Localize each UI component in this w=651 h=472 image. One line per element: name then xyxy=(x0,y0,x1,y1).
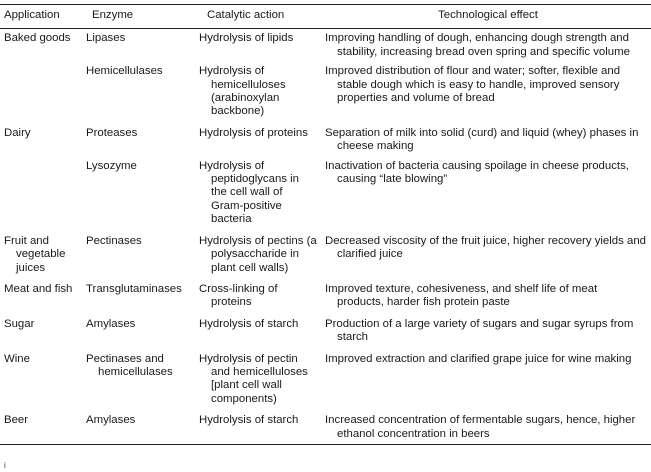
cell-application xyxy=(0,122,82,157)
cell-technological-effect xyxy=(321,29,651,62)
cell-catalytic-action xyxy=(195,29,321,62)
cell-catalytic-action xyxy=(195,157,321,230)
cell-technological-effect xyxy=(321,278,651,313)
table-row xyxy=(0,278,651,313)
cell-enzyme-text: Pectinases xyxy=(86,234,142,247)
table-row xyxy=(0,409,651,444)
table-row xyxy=(0,313,651,348)
cell-enzyme xyxy=(82,409,195,444)
cell-enzyme-text: Pectinases and hemicellulases xyxy=(86,352,173,378)
enzyme-applications-table xyxy=(0,4,651,445)
cell-enzyme-text: Hemicellulases xyxy=(86,65,163,78)
cell-catalytic-action xyxy=(195,62,321,122)
cell-catalytic-action xyxy=(195,348,321,410)
cell-enzyme-text: Lysozyme xyxy=(86,159,137,172)
cell-technological-effect-text: Inactivation of bacteria causing spoilage in cheese products, causing “late blowing” xyxy=(325,159,629,186)
cell-catalytic-action xyxy=(195,230,321,278)
cell-application-text: Sugar xyxy=(4,317,35,330)
cell-enzyme-text: Proteases xyxy=(86,126,138,139)
header-row xyxy=(0,5,651,29)
cell-enzyme xyxy=(82,278,195,313)
header-technological-effect: Technological effect xyxy=(438,9,538,21)
table-row xyxy=(0,122,651,157)
footnote-marker: i xyxy=(4,461,6,470)
cell-enzyme-text: Amylases xyxy=(86,414,136,427)
cell-enzyme-text: Transglutaminases xyxy=(86,282,182,295)
table-row xyxy=(0,29,651,62)
cell-catalytic-action-text: Hydrolysis of lipids xyxy=(199,32,294,45)
cell-catalytic-action-text: Hydrolysis of starch xyxy=(199,414,299,427)
cell-technological-effect xyxy=(321,230,651,278)
cell-enzyme xyxy=(82,313,195,348)
cell-application-text: Dairy xyxy=(4,126,31,139)
cell-catalytic-action-text: Hydrolysis of proteins xyxy=(199,126,308,139)
cell-technological-effect-text: Separation of milk into solid (curd) and liquid (whey) phases in cheese making xyxy=(325,126,639,153)
cell-catalytic-action xyxy=(195,409,321,444)
cell-application xyxy=(0,157,82,230)
cell-technological-effect-text: Improved distribution of flour and water; softer, flexible and stable dough which is easy to handle, improved sensory properties and volume of bread xyxy=(325,65,621,105)
table-row xyxy=(0,230,651,278)
cell-enzyme xyxy=(82,62,195,122)
cell-technological-effect-text: Improving handling of dough, enhancing dough strength and stability, increasing bread oven spring and specific volume xyxy=(325,32,630,58)
cell-technological-effect xyxy=(321,348,651,410)
cell-catalytic-action xyxy=(195,313,321,348)
cell-technological-effect xyxy=(321,313,651,348)
cell-technological-effect-text: Production of a large variety of sugars and sugar syrups from starch xyxy=(325,317,634,344)
cell-application-text: Meat and fish xyxy=(4,282,73,295)
cell-technological-effect-text: Improved texture, cohesiveness, and shelf life of meat products, harder fish protein paste xyxy=(325,282,598,309)
table-body xyxy=(0,29,651,445)
cell-technological-effect xyxy=(321,62,651,122)
cell-application xyxy=(0,230,82,278)
cell-application xyxy=(0,409,82,444)
cell-technological-effect xyxy=(321,122,651,157)
cell-catalytic-action-text: Hydrolysis of peptidoglycans in the cell wall of Gram-positive bacteria xyxy=(199,159,300,226)
cell-catalytic-action-text: Cross-linking of proteins xyxy=(199,282,278,309)
cell-enzyme-text: Amylases xyxy=(86,317,136,330)
cell-enzyme xyxy=(82,157,195,230)
header-catalytic-action: Catalytic action xyxy=(207,9,285,21)
cell-technological-effect xyxy=(321,157,651,230)
table-row xyxy=(0,62,651,122)
cell-catalytic-action-text: Hydrolysis of pectin and hemicelluloses [plant cell wall components) xyxy=(199,352,308,405)
header-application: Application xyxy=(4,9,60,21)
cell-catalytic-action xyxy=(195,278,321,313)
cell-enzyme xyxy=(82,348,195,410)
cell-application xyxy=(0,348,82,410)
cell-application-text: Baked goods xyxy=(4,32,71,45)
cell-catalytic-action xyxy=(195,122,321,157)
cell-enzyme xyxy=(82,230,195,278)
cell-technological-effect-text: Decreased viscosity of the fruit juice, higher recovery yields and clarified juice xyxy=(325,234,646,261)
cell-enzyme-text: Lipases xyxy=(86,32,126,45)
cell-application xyxy=(0,29,82,62)
cell-application xyxy=(0,278,82,313)
cell-application-text: Wine xyxy=(4,352,30,365)
cell-catalytic-action-text: Hydrolysis of starch xyxy=(199,317,299,330)
cell-enzyme xyxy=(82,29,195,62)
cell-enzyme xyxy=(82,122,195,157)
cell-technological-effect xyxy=(321,409,651,444)
cell-application-text: Beer xyxy=(4,414,29,427)
table-header xyxy=(0,5,651,29)
cell-technological-effect-text: Increased concentration of fermentable sugars, hence, higher ethanol concentration in beers xyxy=(325,414,636,440)
cell-catalytic-action-text: Hydrolysis of hemicelluloses (arabinoxylan backbone) xyxy=(199,65,286,118)
table-row xyxy=(0,348,651,410)
cell-technological-effect-text: Improved extraction and clarified grape juice for wine making xyxy=(325,352,632,365)
cell-application xyxy=(0,313,82,348)
header-enzyme: Enzyme xyxy=(92,9,134,21)
cell-application-text: Fruit and vegetable juices xyxy=(4,234,66,274)
table-row xyxy=(0,157,651,230)
cell-catalytic-action-text: Hydrolysis of pectins (a polysaccharide in plant cell walls) xyxy=(199,234,317,274)
cell-application xyxy=(0,62,82,122)
